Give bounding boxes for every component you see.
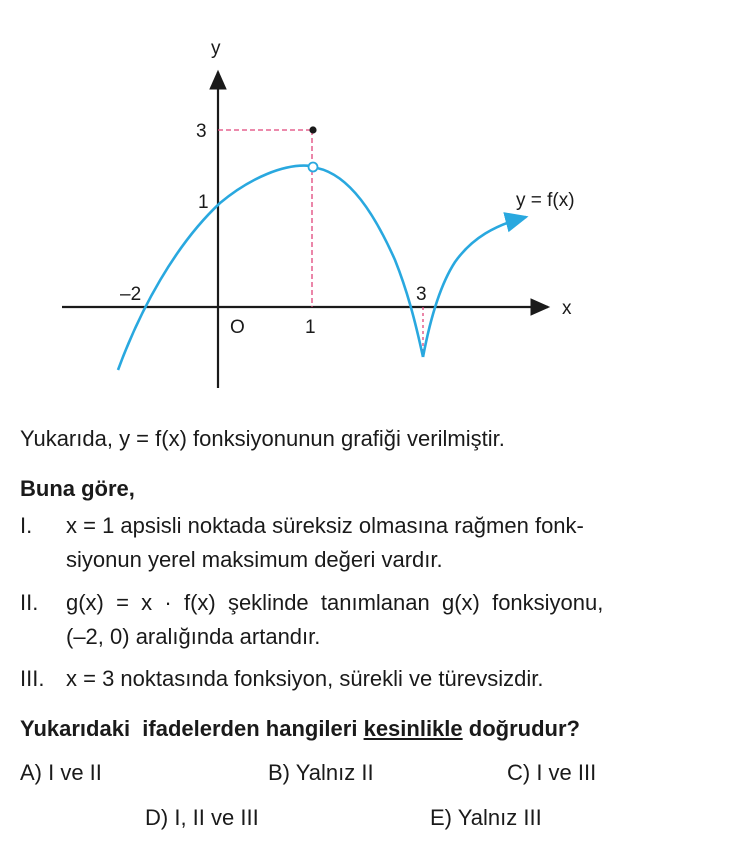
statement-1-number: I. xyxy=(20,513,33,538)
prompt-pre: Yukarıdaki ifadelerden hangileri xyxy=(20,716,364,741)
statement-2-line1: g(x) = x · f(x) şeklinde tanımlanan g(x) fonksiyonu, xyxy=(66,590,604,615)
open-point-hole xyxy=(309,163,318,172)
x-tick-1: 1 xyxy=(305,317,316,338)
x-tick-minus2: –2 xyxy=(120,284,142,305)
option-d[interactable]: D) I, II ve III xyxy=(145,805,259,830)
y-axis-label: y xyxy=(211,38,221,59)
question-prompt xyxy=(20,716,580,742)
option-a[interactable]: A) I ve II xyxy=(20,760,102,785)
x-tick-3: 3 xyxy=(416,284,427,305)
prompt-post: doğrudur? xyxy=(462,716,580,741)
statement-3-number: III. xyxy=(20,666,45,691)
option-e[interactable]: E) Yalnız III xyxy=(430,805,542,830)
option-c[interactable]: C) I ve III xyxy=(507,760,597,785)
statement-2-number: II. xyxy=(20,590,39,615)
curve-left-branch xyxy=(118,166,311,370)
statement-2-line2: (–2, 0) aralığında artandır. xyxy=(66,624,321,649)
option-b[interactable]: B) Yalnız II xyxy=(268,760,374,785)
prompt-emphasis: kesinlikle xyxy=(363,716,463,741)
y-tick-3: 3 xyxy=(196,121,207,142)
statement-3-line1: x = 3 noktasında fonksiyon, sürekli ve türevsizdir. xyxy=(66,666,544,691)
origin-label: O xyxy=(230,317,245,338)
statement-1-line1: x = 1 apsisli noktada süreksiz olmasına rağmen fonk- xyxy=(66,513,584,538)
filled-point-value xyxy=(309,126,316,133)
curve-right-branch xyxy=(423,217,526,357)
x-axis-label: x xyxy=(562,298,572,319)
statement-1-line2: siyonun yerel maksimum değeri vardır. xyxy=(66,547,443,572)
function-graph xyxy=(0,0,734,410)
question-intro: Yukarıda, y = f(x) fonksiyonunun grafiği verilmiştir. xyxy=(20,426,505,451)
curve-middle-branch xyxy=(317,168,423,357)
y-tick-1: 1 xyxy=(198,192,209,213)
curve-label: y = f(x) xyxy=(516,190,575,211)
question-lead: Buna göre, xyxy=(20,476,135,501)
